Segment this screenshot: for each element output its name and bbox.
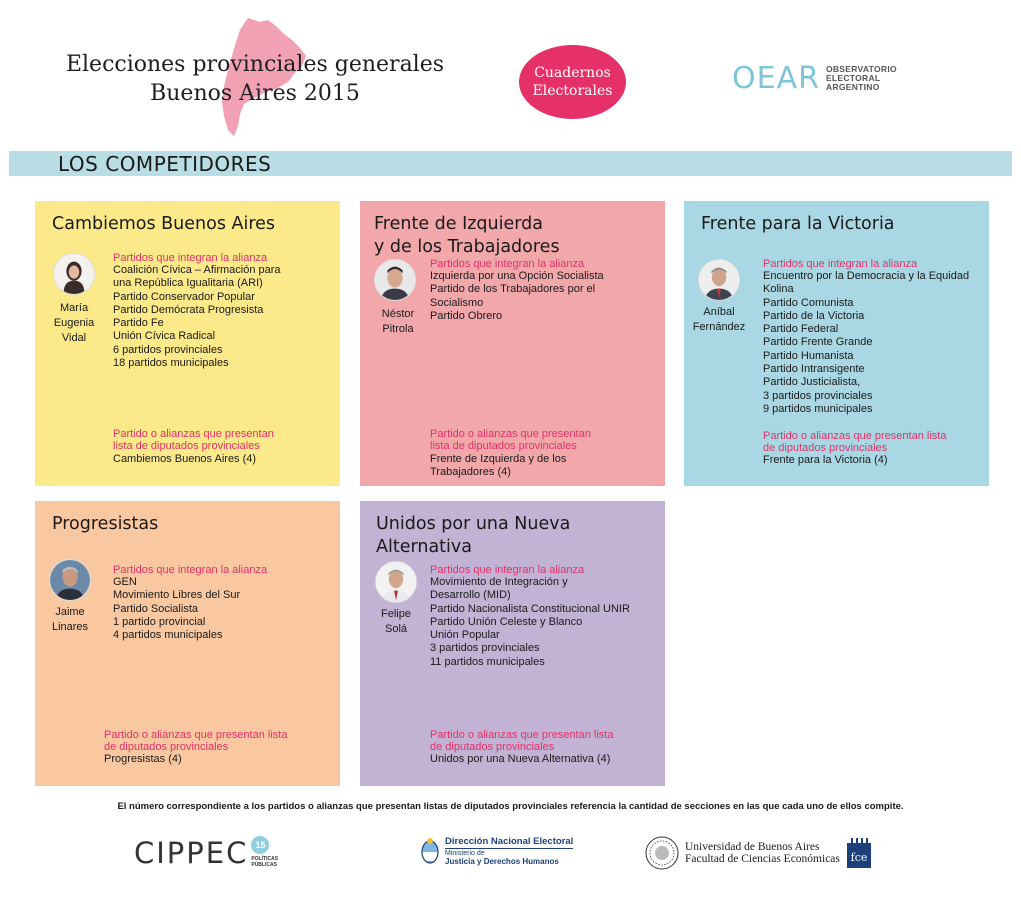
candidate-name-line: Solá bbox=[384, 623, 408, 635]
uba-line-1: Universidad de Buenos Aires bbox=[685, 841, 820, 853]
party-item: 3 partidos provinciales bbox=[763, 389, 873, 402]
party-item: Partido Nacionalista Constitucional UNIR bbox=[430, 602, 630, 615]
lists-item: Progresistas (4) bbox=[104, 753, 182, 765]
lists-label bbox=[430, 729, 613, 753]
candidate-name-line: Jaime bbox=[55, 606, 85, 618]
oear-logo bbox=[732, 60, 897, 96]
badge-line-1: Cuadernos bbox=[534, 65, 611, 81]
badge-line-2: Electorales bbox=[532, 83, 613, 99]
candidate-name-line: Fernández bbox=[692, 321, 746, 333]
party-item: Izquierda por una Opción Socialista bbox=[430, 270, 604, 282]
card-title: Frente para la Victoria bbox=[701, 214, 895, 234]
parties-list bbox=[113, 576, 240, 642]
fce-logo-icon bbox=[846, 837, 872, 869]
candidate-name-line: Linares bbox=[51, 621, 89, 633]
lists-item: Trabajadores (4) bbox=[430, 466, 511, 479]
lists-label-line: de diputados provinciales bbox=[430, 741, 555, 753]
lists-label bbox=[104, 729, 287, 753]
lists-label-line: de diputados provinciales bbox=[763, 442, 888, 454]
cippec-badge bbox=[251, 836, 278, 868]
candidate-name-line: Aníbal bbox=[703, 306, 735, 318]
lists-label bbox=[430, 428, 591, 452]
party-item: Partido Unión Celeste y Blanco bbox=[430, 615, 583, 628]
card-progresistas bbox=[35, 501, 340, 786]
card-title-line: Unidos por una Nueva bbox=[376, 514, 571, 534]
candidate-name-line: María bbox=[59, 302, 89, 314]
party-item: una República Igualitaria (ARI) bbox=[113, 277, 263, 290]
avatar-sola bbox=[375, 561, 417, 603]
card-title bbox=[376, 513, 570, 559]
footnote: El número correspondiente a los partidos o alianzas que presentan listas de diputados provinciales referencia la cantidad de secciones en las que cada uno de ellos compite. bbox=[117, 801, 904, 812]
cippec-wordmark: CIPPEC bbox=[134, 836, 249, 870]
lists-item: Frente de Izquierda y de los bbox=[430, 453, 567, 465]
lists-label bbox=[763, 430, 946, 454]
party-item: Partido Federal bbox=[763, 323, 839, 336]
party-item: Partido Socialista bbox=[113, 602, 198, 615]
dne-sub bbox=[445, 850, 573, 866]
card-title-line: Frente de Izquierda bbox=[374, 214, 543, 234]
card-unidos-nueva-alternativa bbox=[360, 501, 665, 786]
fce-label: fce bbox=[850, 851, 868, 864]
lists-label-line: de diputados provinciales bbox=[104, 741, 229, 753]
candidate-name-line: Felipe bbox=[381, 608, 411, 620]
dne-main-line: Dirección Nacional Electoral bbox=[445, 836, 574, 847]
parties-list bbox=[430, 270, 604, 323]
lists-value bbox=[104, 753, 182, 766]
lists-value bbox=[430, 753, 610, 766]
card-title-line: y de los Trabajadores bbox=[374, 237, 560, 257]
avatar-fernandez bbox=[698, 259, 740, 301]
card-title: Cambiemos Buenos Aires bbox=[52, 214, 276, 234]
avatar-pitrola bbox=[374, 259, 416, 301]
lists-label-line: Partido o alianzas que presentan lista bbox=[763, 430, 947, 442]
candidate-name-line: Pitrola bbox=[382, 323, 414, 335]
parties-list bbox=[113, 264, 281, 370]
candidate-name bbox=[35, 605, 105, 635]
cippec-years-icon: 15 bbox=[251, 836, 269, 854]
party-item: Socialismo bbox=[430, 296, 484, 309]
party-item: Partido Obrero bbox=[430, 309, 503, 322]
cippec-sub-line: POLÍTICAS bbox=[251, 856, 279, 862]
lists-value bbox=[763, 454, 888, 467]
dne-sub-line: Justicia y Derechos Humanos bbox=[445, 857, 559, 866]
lists-label-line: Partido o alianzas que presentan bbox=[430, 428, 591, 440]
lists-item: Unidos por una Nueva Alternativa (4) bbox=[430, 753, 611, 765]
party-item: Movimiento Libres del Sur bbox=[113, 589, 241, 602]
uba-fce-logo bbox=[645, 836, 872, 870]
lists-label-line: lista de diputados provinciales bbox=[430, 440, 577, 452]
lists-item: Frente para la Victoria (4) bbox=[763, 454, 888, 466]
party-item: Partido Frente Grande bbox=[763, 336, 873, 349]
party-item: Unión Cívica Radical bbox=[113, 330, 216, 343]
party-item: Partido Humanista bbox=[763, 349, 854, 362]
party-item: Coalición Cívica – Afirmación para bbox=[113, 264, 281, 276]
party-item: 11 partidos municipales bbox=[430, 655, 545, 668]
card-title-line: Alternativa bbox=[376, 537, 472, 557]
card-frente-victoria bbox=[684, 201, 989, 486]
party-item: Partido Fe bbox=[113, 317, 164, 330]
lists-label-line: Partido o alianzas que presentan bbox=[113, 428, 274, 440]
party-item: Desarrollo (MID) bbox=[430, 589, 511, 602]
candidate-name bbox=[684, 305, 754, 335]
cippec-sub-line: PÚBLICAS bbox=[251, 862, 277, 868]
candidate-name bbox=[363, 307, 433, 337]
uba-line-2: Facultad de Ciencias Económicas bbox=[685, 853, 840, 865]
party-item: Partido de la Victoria bbox=[763, 309, 865, 322]
party-item: Encuentro por la Democracia y la Equidad bbox=[763, 270, 970, 282]
party-item: Partido Conservador Popular bbox=[113, 290, 255, 303]
lists-label bbox=[113, 428, 274, 452]
candidate-name bbox=[361, 607, 431, 637]
candidate-name-line: Eugenia bbox=[53, 317, 95, 329]
parties-label: Partidos que integran la alianza bbox=[430, 258, 585, 270]
oear-line-2: ELECTORAL bbox=[825, 72, 881, 83]
party-item: Partido de los Trabajadores por el bbox=[430, 283, 596, 296]
lists-item: Cambiemos Buenos Aires (4) bbox=[113, 453, 257, 465]
dne-sub-line: Ministerio de bbox=[445, 850, 485, 857]
parties-list bbox=[430, 576, 630, 669]
oear-mark: OEAR bbox=[732, 60, 820, 96]
section-title: LOS COMPETIDORES bbox=[58, 152, 272, 176]
parties-label: Partidos que integran la alianza bbox=[113, 564, 268, 576]
party-item: Kolina bbox=[763, 283, 794, 296]
lists-label-line: Partido o alianzas que presentan lista bbox=[430, 729, 614, 741]
party-item: 6 partidos provinciales bbox=[113, 343, 223, 356]
card-frente-izquierda bbox=[360, 201, 665, 486]
oear-line-1: OBSERVATORIO bbox=[825, 63, 897, 74]
cippec-logo bbox=[134, 836, 278, 870]
cuadernos-electorales-badge bbox=[519, 45, 626, 119]
card-title bbox=[374, 213, 560, 259]
lists-value bbox=[430, 453, 566, 480]
candidate-name-line: Néstor bbox=[381, 308, 415, 320]
argentina-shield-icon bbox=[421, 837, 439, 865]
uba-seal-icon bbox=[645, 836, 679, 870]
party-item: 1 partido provincial bbox=[113, 615, 206, 628]
parties-label: Partidos que integran la alianza bbox=[113, 252, 268, 264]
lists-value bbox=[113, 453, 256, 466]
party-item: 18 partidos municipales bbox=[113, 357, 229, 370]
avatar-linares bbox=[49, 559, 91, 601]
avatar-vidal bbox=[53, 253, 95, 295]
party-item: Partido Intransigente bbox=[763, 363, 865, 376]
party-item: Partido Justicialista, bbox=[763, 376, 861, 389]
title-line-2: Buenos Aires 2015 bbox=[150, 81, 360, 106]
party-item: 3 partidos provinciales bbox=[430, 642, 540, 655]
cippec-subtitle bbox=[251, 856, 278, 868]
party-item: Partido Comunista bbox=[763, 296, 854, 309]
candidate-name-line: Vidal bbox=[61, 332, 87, 344]
party-item: Partido Demócrata Progresista bbox=[113, 303, 264, 316]
oear-text bbox=[826, 65, 897, 92]
card-cambiemos bbox=[35, 201, 340, 486]
lists-label-line: lista de diputados provinciales bbox=[113, 440, 260, 452]
page-title bbox=[40, 50, 470, 108]
parties-label: Partidos que integran la alianza bbox=[763, 258, 918, 270]
candidate-name bbox=[39, 301, 109, 346]
oear-line-3: ARGENTINO bbox=[825, 81, 880, 92]
party-item: Unión Popular bbox=[430, 629, 500, 642]
card-title: Progresistas bbox=[52, 514, 159, 534]
party-item: GEN bbox=[113, 576, 137, 588]
party-item: 4 partidos municipales bbox=[113, 629, 223, 642]
parties-list bbox=[763, 270, 969, 416]
party-item: Movimiento de Integración y bbox=[430, 576, 568, 588]
title-line-1: Elecciones provinciales generales bbox=[65, 52, 445, 77]
parties-label: Partidos que integran la alianza bbox=[430, 564, 585, 576]
lists-label-line: Partido o alianzas que presentan lista bbox=[104, 729, 288, 741]
party-item: 9 partidos municipales bbox=[763, 402, 873, 415]
dne-text bbox=[445, 836, 573, 866]
dne-logo bbox=[421, 836, 573, 866]
uba-text bbox=[685, 841, 840, 865]
